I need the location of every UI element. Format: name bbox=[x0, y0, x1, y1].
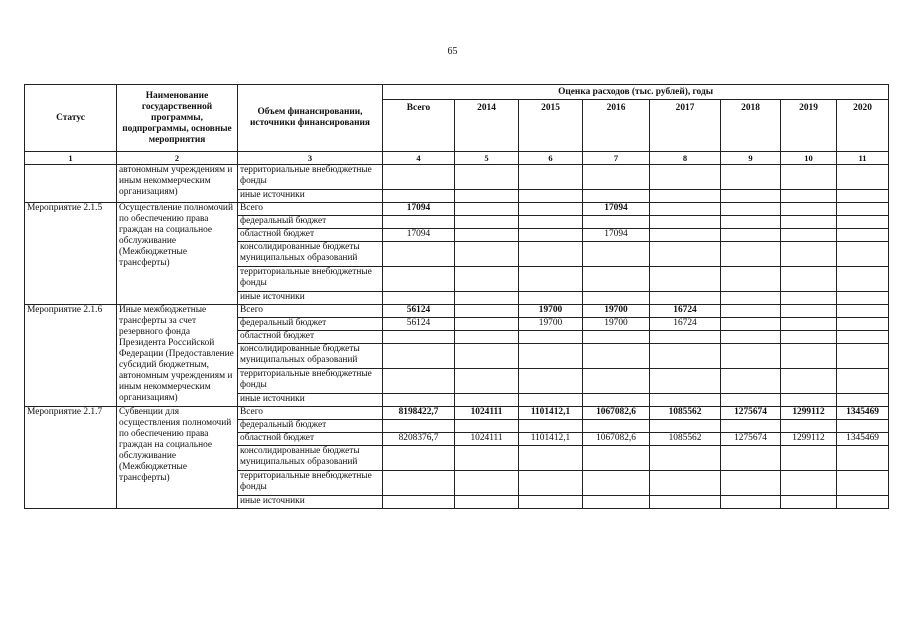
value-year bbox=[583, 344, 650, 369]
value-year bbox=[721, 394, 781, 407]
header-year: 2016 bbox=[583, 100, 650, 152]
funding-source: иные источники bbox=[238, 190, 383, 203]
column-number: 1 bbox=[25, 152, 117, 165]
value-year bbox=[583, 267, 650, 292]
value-year bbox=[519, 292, 583, 305]
measure-status: Мероприятие 2.1.6 bbox=[25, 305, 117, 407]
value-year bbox=[455, 446, 519, 471]
value-year bbox=[583, 496, 650, 509]
value-year bbox=[781, 394, 837, 407]
value-year bbox=[721, 165, 781, 190]
value-year bbox=[583, 471, 650, 496]
funding-source: Всего bbox=[238, 407, 383, 420]
column-number: 4 bbox=[383, 152, 455, 165]
value-year bbox=[837, 267, 889, 292]
value-year bbox=[650, 369, 721, 394]
value-year bbox=[455, 267, 519, 292]
value-year bbox=[721, 344, 781, 369]
funding-source: областной бюджет bbox=[238, 229, 383, 242]
value-year bbox=[650, 446, 721, 471]
value-year bbox=[781, 369, 837, 394]
funding-source: территориальные внебюджетные фонды bbox=[238, 369, 383, 394]
column-number: 7 bbox=[583, 152, 650, 165]
value-year bbox=[837, 344, 889, 369]
table-row bbox=[25, 165, 889, 190]
value-year bbox=[583, 420, 650, 433]
funding-source: территориальные внебюджетные фонды bbox=[238, 165, 383, 190]
funding-source: иные источники bbox=[238, 394, 383, 407]
value-year bbox=[650, 190, 721, 203]
value-total bbox=[383, 496, 455, 509]
value-year bbox=[650, 344, 721, 369]
value-year bbox=[781, 229, 837, 242]
value-year bbox=[455, 203, 519, 216]
funding-source: федеральный бюджет bbox=[238, 420, 383, 433]
value-total: 8208376,7 bbox=[383, 433, 455, 446]
value-year bbox=[455, 216, 519, 229]
table-row bbox=[25, 203, 889, 216]
value-year bbox=[837, 471, 889, 496]
value-year bbox=[650, 242, 721, 267]
value-year: 1067082,6 bbox=[583, 407, 650, 420]
value-year bbox=[837, 165, 889, 190]
value-year: 19700 bbox=[519, 305, 583, 318]
header-year: 2017 bbox=[650, 100, 721, 152]
value-year bbox=[837, 229, 889, 242]
value-year bbox=[837, 292, 889, 305]
table-body bbox=[25, 165, 889, 509]
value-year bbox=[519, 165, 583, 190]
table-row bbox=[25, 407, 889, 420]
value-year bbox=[455, 229, 519, 242]
value-year bbox=[837, 305, 889, 318]
column-number: 5 bbox=[455, 152, 519, 165]
funding-source: консолидированные бюджеты муниципальных образований bbox=[238, 344, 383, 369]
value-year bbox=[721, 242, 781, 267]
value-year: 19700 bbox=[583, 318, 650, 331]
value-year bbox=[837, 369, 889, 394]
header-total: Всего bbox=[383, 100, 455, 152]
value-year bbox=[519, 190, 583, 203]
value-year bbox=[837, 496, 889, 509]
value-total bbox=[383, 190, 455, 203]
value-year bbox=[455, 394, 519, 407]
value-year bbox=[519, 369, 583, 394]
value-year bbox=[583, 242, 650, 267]
value-year bbox=[519, 203, 583, 216]
header-year: 2020 bbox=[837, 100, 889, 152]
measure-name: Осуществление полномочий по обеспечению права граждан на социальное обслуживание (Межбюджетные трансферты) bbox=[117, 203, 238, 305]
value-year bbox=[837, 331, 889, 344]
value-year: 1275674 bbox=[721, 407, 781, 420]
value-year: 1299112 bbox=[781, 407, 837, 420]
column-number: 10 bbox=[781, 152, 837, 165]
funding-source: Всего bbox=[238, 203, 383, 216]
funding-source: федеральный бюджет bbox=[238, 318, 383, 331]
value-year bbox=[519, 242, 583, 267]
value-total bbox=[383, 165, 455, 190]
value-year bbox=[781, 471, 837, 496]
measure-status: Мероприятие 2.1.5 bbox=[25, 203, 117, 305]
value-year bbox=[583, 292, 650, 305]
value-year bbox=[781, 242, 837, 267]
column-number: 9 bbox=[721, 152, 781, 165]
value-total bbox=[383, 446, 455, 471]
value-year bbox=[837, 190, 889, 203]
funding-source: иные источники bbox=[238, 496, 383, 509]
value-year bbox=[721, 229, 781, 242]
value-year bbox=[455, 420, 519, 433]
value-year bbox=[583, 331, 650, 344]
value-year bbox=[583, 190, 650, 203]
value-year bbox=[781, 267, 837, 292]
value-year bbox=[519, 216, 583, 229]
value-total bbox=[383, 242, 455, 267]
value-year bbox=[583, 165, 650, 190]
value-year bbox=[721, 446, 781, 471]
value-year bbox=[721, 216, 781, 229]
value-year: 17094 bbox=[583, 203, 650, 216]
value-year: 1345469 bbox=[837, 433, 889, 446]
funding-source: областной бюджет bbox=[238, 331, 383, 344]
value-total bbox=[383, 292, 455, 305]
value-total: 17094 bbox=[383, 229, 455, 242]
value-year bbox=[781, 203, 837, 216]
value-year bbox=[781, 446, 837, 471]
value-year bbox=[721, 203, 781, 216]
value-year bbox=[837, 242, 889, 267]
value-year bbox=[721, 471, 781, 496]
value-year: 1299112 bbox=[781, 433, 837, 446]
value-year bbox=[519, 229, 583, 242]
value-total bbox=[383, 344, 455, 369]
value-year bbox=[519, 331, 583, 344]
value-year bbox=[650, 331, 721, 344]
value-year bbox=[650, 292, 721, 305]
value-year: 19700 bbox=[519, 318, 583, 331]
value-year bbox=[650, 216, 721, 229]
header-row bbox=[25, 85, 889, 100]
funding-source: территориальные внебюджетные фонды bbox=[238, 471, 383, 496]
value-year bbox=[650, 496, 721, 509]
value-total bbox=[383, 216, 455, 229]
value-total: 17094 bbox=[383, 203, 455, 216]
value-year bbox=[650, 471, 721, 496]
value-year bbox=[519, 394, 583, 407]
value-year bbox=[721, 305, 781, 318]
funding-source: иные источники bbox=[238, 292, 383, 305]
measure-status bbox=[25, 165, 117, 203]
funding-source: консолидированные бюджеты муниципальных образований bbox=[238, 446, 383, 471]
column-number: 8 bbox=[650, 152, 721, 165]
header-financing: Объем финансировании, источники финансирования bbox=[238, 85, 383, 152]
value-year: 1101412,1 bbox=[519, 407, 583, 420]
funding-source: территориальные внебюджетные фонды bbox=[238, 267, 383, 292]
column-number: 3 bbox=[238, 152, 383, 165]
funding-source: областной бюджет bbox=[238, 433, 383, 446]
value-total bbox=[383, 471, 455, 496]
page-number: 65 bbox=[447, 46, 458, 57]
value-year bbox=[455, 331, 519, 344]
column-number: 2 bbox=[117, 152, 238, 165]
value-year bbox=[721, 292, 781, 305]
table-row bbox=[25, 305, 889, 318]
value-year bbox=[650, 267, 721, 292]
header-status: Статус bbox=[25, 85, 117, 152]
value-total bbox=[383, 331, 455, 344]
value-year bbox=[837, 420, 889, 433]
value-year bbox=[583, 394, 650, 407]
header-year: 2014 bbox=[455, 100, 519, 152]
value-year bbox=[781, 216, 837, 229]
value-year bbox=[837, 203, 889, 216]
value-total bbox=[383, 394, 455, 407]
value-year bbox=[455, 242, 519, 267]
value-year bbox=[650, 165, 721, 190]
funding-source: консолидированные бюджеты муниципальных образований bbox=[238, 242, 383, 267]
value-year bbox=[837, 318, 889, 331]
measure-name: Субвенции для осуществления полномочий по обеспечению права граждан на социальное обслуживание (Межбюджетные трансферты) bbox=[117, 407, 238, 509]
value-year bbox=[455, 496, 519, 509]
value-year bbox=[583, 216, 650, 229]
value-year bbox=[455, 471, 519, 496]
value-year: 19700 bbox=[583, 305, 650, 318]
value-year bbox=[781, 420, 837, 433]
value-total: 56124 bbox=[383, 305, 455, 318]
header-year: 2015 bbox=[519, 100, 583, 152]
value-year bbox=[519, 267, 583, 292]
value-year bbox=[583, 369, 650, 394]
value-year bbox=[455, 344, 519, 369]
value-year: 17094 bbox=[583, 229, 650, 242]
value-year: 1024111 bbox=[455, 407, 519, 420]
header-program-name: Наименование государственной программы, подпрограммы, основные мероприятия bbox=[117, 85, 238, 152]
column-number: 6 bbox=[519, 152, 583, 165]
value-year bbox=[455, 190, 519, 203]
value-year bbox=[721, 331, 781, 344]
value-year bbox=[519, 420, 583, 433]
value-year bbox=[455, 305, 519, 318]
value-year bbox=[650, 229, 721, 242]
value-year bbox=[781, 292, 837, 305]
value-year bbox=[519, 496, 583, 509]
column-number: 11 bbox=[837, 152, 889, 165]
value-total bbox=[383, 369, 455, 394]
value-year bbox=[519, 471, 583, 496]
value-year bbox=[650, 203, 721, 216]
measure-name: Иные межбюджетные трансферты за счет резервного фонда Президента Российской Федерации (Предоставление субсидий бюджетным, автономным учреждениям и иным некоммерческим организациям) bbox=[117, 305, 238, 407]
value-year bbox=[837, 394, 889, 407]
funding-source: федеральный бюджет bbox=[238, 216, 383, 229]
value-year: 1085562 bbox=[650, 407, 721, 420]
value-year bbox=[455, 165, 519, 190]
value-year bbox=[837, 216, 889, 229]
value-year: 1067082,6 bbox=[583, 433, 650, 446]
value-year bbox=[781, 318, 837, 331]
value-year bbox=[781, 344, 837, 369]
column-number-row bbox=[25, 152, 889, 165]
value-year bbox=[650, 420, 721, 433]
value-year bbox=[721, 420, 781, 433]
value-year bbox=[781, 165, 837, 190]
value-year bbox=[721, 318, 781, 331]
value-year: 1275674 bbox=[721, 433, 781, 446]
value-year bbox=[721, 190, 781, 203]
measure-name: автономным учреждениям и иным некоммерческим организациям) bbox=[117, 165, 238, 203]
value-year bbox=[455, 369, 519, 394]
value-total: 56124 bbox=[383, 318, 455, 331]
value-year bbox=[781, 190, 837, 203]
value-year bbox=[721, 369, 781, 394]
budget-table bbox=[24, 84, 889, 509]
value-year: 1101412,1 bbox=[519, 433, 583, 446]
value-year bbox=[781, 331, 837, 344]
value-year bbox=[837, 446, 889, 471]
value-year: 16724 bbox=[650, 318, 721, 331]
value-year: 16724 bbox=[650, 305, 721, 318]
value-year bbox=[519, 344, 583, 369]
value-year bbox=[781, 305, 837, 318]
value-year bbox=[721, 267, 781, 292]
value-total bbox=[383, 267, 455, 292]
value-year bbox=[721, 496, 781, 509]
value-year: 1345469 bbox=[837, 407, 889, 420]
value-year bbox=[455, 318, 519, 331]
value-year bbox=[519, 446, 583, 471]
value-total bbox=[383, 420, 455, 433]
value-year: 1085562 bbox=[650, 433, 721, 446]
value-year bbox=[455, 292, 519, 305]
value-total: 8198422,7 bbox=[383, 407, 455, 420]
measure-status: Мероприятие 2.1.7 bbox=[25, 407, 117, 509]
value-year bbox=[781, 496, 837, 509]
funding-source: Всего bbox=[238, 305, 383, 318]
header-estimate: Оценка расходов (тыс. рублей), годы bbox=[383, 85, 889, 100]
header-year: 2019 bbox=[781, 100, 837, 152]
value-year: 1024111 bbox=[455, 433, 519, 446]
value-year bbox=[583, 446, 650, 471]
value-year bbox=[650, 394, 721, 407]
header-year: 2018 bbox=[721, 100, 781, 152]
